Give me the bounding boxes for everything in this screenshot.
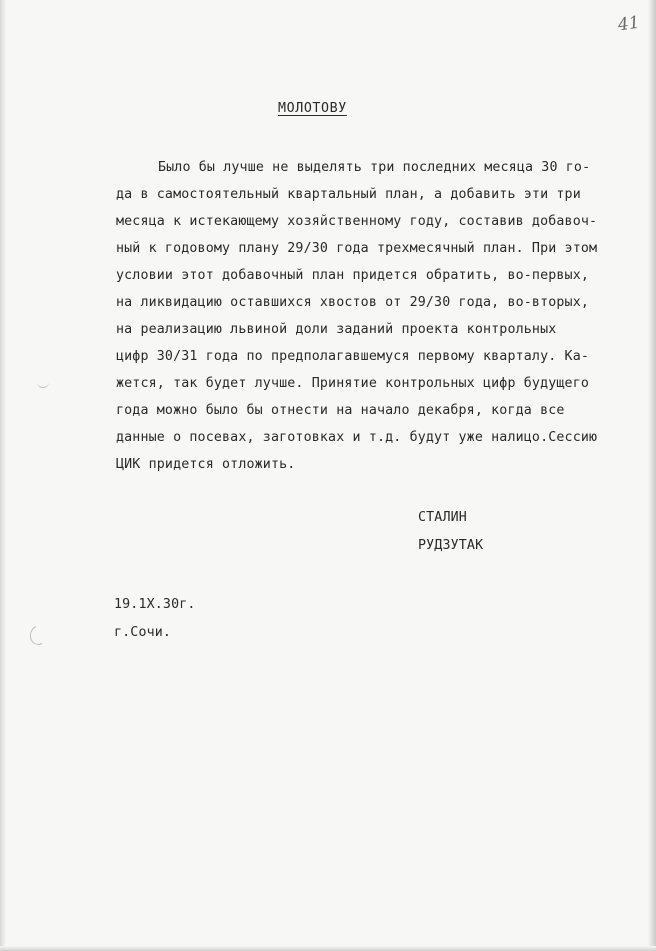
- body-line: данные о посевах, заготовках и т.д. будут уже налицо.Сессию: [116, 430, 598, 445]
- body-line: месяца к истекающему хозяйственному году, составив добавоч-: [116, 214, 598, 229]
- body-line: жется, так будет лучше. Принятие контрольных цифр будущего: [116, 376, 590, 391]
- body-line: да в самостоятельный квартальный план, а добавить эти три: [116, 187, 581, 202]
- signature-stalin: СТАЛИН: [418, 510, 467, 525]
- place-line: г.Сочи.: [114, 625, 172, 640]
- body-line: ЦИК придется отложить.: [116, 457, 296, 472]
- body-line: на реализацию львиной доли заданий проекта контрольных: [116, 322, 557, 337]
- body-line: условии этот добавочный план придется обратить, во-первых,: [116, 268, 590, 283]
- signature-rudzutak: РУДЗУТАК: [418, 538, 484, 553]
- margin-mark: [37, 381, 49, 388]
- paper-edge-right: [648, 0, 656, 951]
- handwritten-page-number: 41: [616, 12, 641, 36]
- body-line: цифр 30/31 года по предполагавшемуся первому кварталу. Ка-: [116, 349, 590, 364]
- body-line: ный к годовому плану 29/30 года трехмесячный план. При этом: [116, 241, 598, 256]
- date-line: 19.1Х.30г.: [114, 597, 196, 612]
- paper-edge-bottom: [0, 946, 656, 951]
- addressee-heading: МОЛОТОВУ: [278, 101, 347, 116]
- body-line: на ликвидацию оставшихся хвостов от 29/30 года, во-вторых,: [116, 295, 590, 310]
- punch-hole-mark: [27, 623, 51, 648]
- body-line: Было бы лучше не выделять три последних месяца 30 го-: [158, 160, 591, 175]
- body-line: года можно было бы отнести на начало декабря, когда все: [116, 403, 565, 418]
- paper-edge-left: [0, 0, 6, 951]
